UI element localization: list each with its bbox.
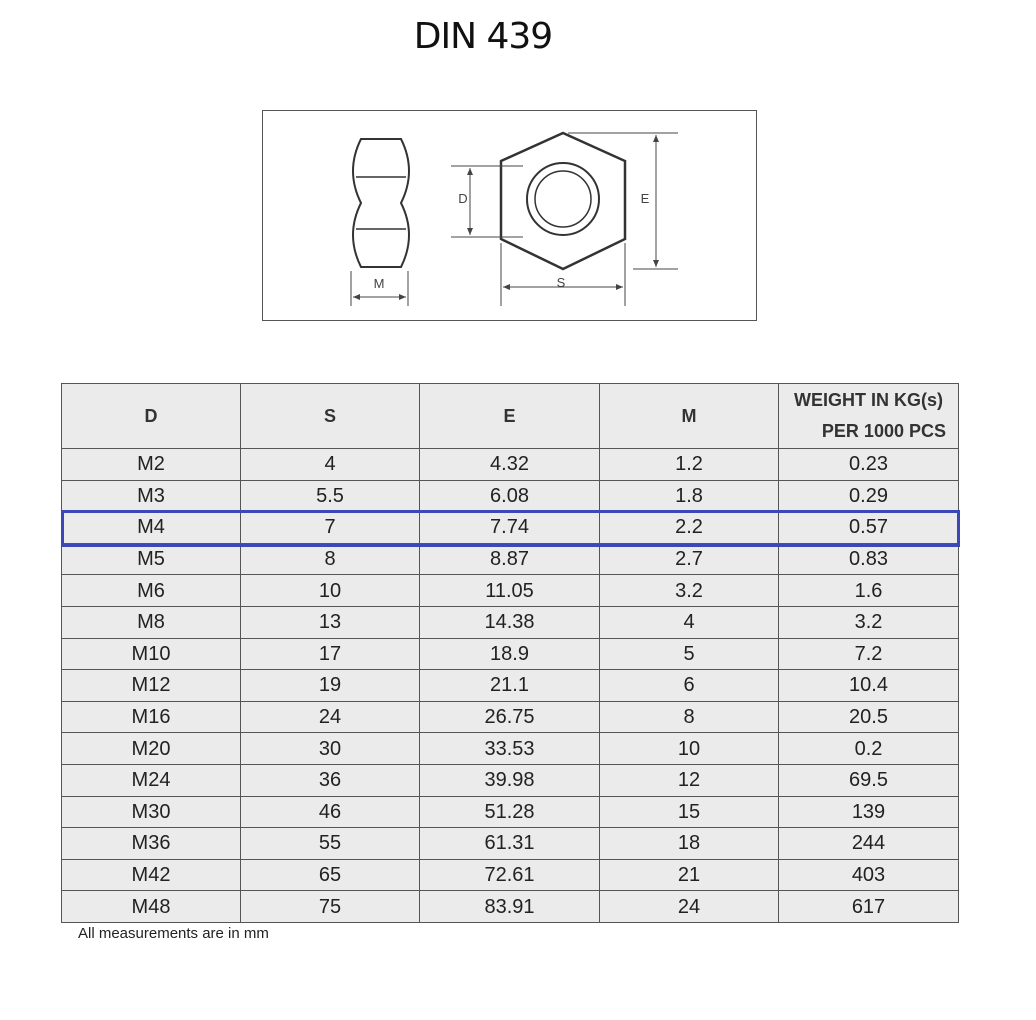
header-weight: [779, 384, 959, 449]
cell-d: M6: [62, 575, 241, 607]
cell-s: 7: [241, 512, 420, 544]
cell-m: 12: [600, 764, 779, 796]
header-m: M: [600, 384, 779, 449]
cell-weight: 0.83: [779, 543, 959, 575]
cell-d: M8: [62, 606, 241, 638]
cell-m: 5: [600, 638, 779, 670]
table-row: [62, 701, 959, 733]
cell-m: 24: [600, 891, 779, 923]
weight-header-line2: PER 1000 PCS: [821, 421, 946, 441]
table-row: [62, 859, 959, 891]
cell-s: 8: [241, 543, 420, 575]
cell-e: 21.1: [420, 670, 600, 702]
cell-d: M4: [62, 512, 241, 544]
table-row: [62, 828, 959, 860]
cell-s: 17: [241, 638, 420, 670]
cell-m: 2.2: [600, 512, 779, 544]
cell-m: 1.2: [600, 449, 779, 481]
cell-m: 1.8: [600, 480, 779, 512]
table-row: [62, 512, 959, 544]
header-e: E: [420, 384, 600, 449]
table-row: [62, 638, 959, 670]
m-dimension-label: M: [373, 276, 385, 291]
cell-m: 8: [600, 701, 779, 733]
cell-weight: 0.57: [779, 512, 959, 544]
table-row: [62, 606, 959, 638]
cell-d: M10: [62, 638, 241, 670]
d-dimension-label: D: [458, 191, 468, 206]
table-row: [62, 733, 959, 765]
cell-d: M5: [62, 543, 241, 575]
cell-s: 55: [241, 828, 420, 860]
cell-s: 36: [241, 764, 420, 796]
cell-m: 21: [600, 859, 779, 891]
cell-s: 10: [241, 575, 420, 607]
cell-s: 5.5: [241, 480, 420, 512]
table-row: [62, 764, 959, 796]
hex-nut-diagram: [262, 110, 757, 321]
cell-s: 4: [241, 449, 420, 481]
cell-d: M16: [62, 701, 241, 733]
cell-d: M3: [62, 480, 241, 512]
cell-d: M48: [62, 891, 241, 923]
table-row: [62, 670, 959, 702]
cell-weight: 0.29: [779, 480, 959, 512]
cell-m: 6: [600, 670, 779, 702]
cell-m: 4: [600, 606, 779, 638]
s-dimension-label: S: [556, 275, 566, 290]
table-row: [62, 449, 959, 481]
cell-weight: 3.2: [779, 606, 959, 638]
cell-e: 18.9: [420, 638, 600, 670]
cell-d: M24: [62, 764, 241, 796]
cell-e: 72.61: [420, 859, 600, 891]
cell-m: 3.2: [600, 575, 779, 607]
cell-weight: 0.23: [779, 449, 959, 481]
cell-e: 26.75: [420, 701, 600, 733]
cell-e: 61.31: [420, 828, 600, 860]
cell-weight: 10.4: [779, 670, 959, 702]
table-body: [62, 449, 959, 923]
cell-m: 18: [600, 828, 779, 860]
cell-weight: 69.5: [779, 764, 959, 796]
cell-e: 6.08: [420, 480, 600, 512]
cell-e: 39.98: [420, 764, 600, 796]
cell-weight: 617: [779, 891, 959, 923]
cell-d: M36: [62, 828, 241, 860]
cell-weight: 403: [779, 859, 959, 891]
cell-weight: 1.6: [779, 575, 959, 607]
cell-e: 4.32: [420, 449, 600, 481]
cell-weight: 139: [779, 796, 959, 828]
table-row: [62, 891, 959, 923]
dimensions-table: [61, 383, 959, 923]
cell-e: 7.74: [420, 512, 600, 544]
page-title: DIN 439: [413, 16, 553, 57]
cell-s: 30: [241, 733, 420, 765]
cell-weight: 0.2: [779, 733, 959, 765]
cell-m: 10: [600, 733, 779, 765]
weight-header-line1: WEIGHT IN KG(s): [794, 390, 943, 410]
cell-d: M2: [62, 449, 241, 481]
table-row: [62, 796, 959, 828]
cell-m: 2.7: [600, 543, 779, 575]
cell-s: 24: [241, 701, 420, 733]
cell-s: 75: [241, 891, 420, 923]
cell-d: M20: [62, 733, 241, 765]
cell-weight: 244: [779, 828, 959, 860]
cell-weight: 20.5: [779, 701, 959, 733]
cell-e: 14.38: [420, 606, 600, 638]
cell-e: 51.28: [420, 796, 600, 828]
cell-s: 65: [241, 859, 420, 891]
measurements-note: All measurements are in mm: [78, 925, 269, 942]
cell-s: 46: [241, 796, 420, 828]
cell-d: M30: [62, 796, 241, 828]
cell-e: 83.91: [420, 891, 600, 923]
cell-e: 8.87: [420, 543, 600, 575]
cell-d: M42: [62, 859, 241, 891]
table-row: [62, 480, 959, 512]
hex-nut-drawing: [263, 111, 756, 320]
cell-s: 19: [241, 670, 420, 702]
e-dimension-label: E: [640, 191, 650, 206]
cell-e: 33.53: [420, 733, 600, 765]
table-row: [62, 575, 959, 607]
header-s: S: [241, 384, 420, 449]
table-header-row: [62, 384, 959, 449]
cell-weight: 7.2: [779, 638, 959, 670]
header-d: D: [62, 384, 241, 449]
cell-s: 13: [241, 606, 420, 638]
cell-e: 11.05: [420, 575, 600, 607]
cell-d: M12: [62, 670, 241, 702]
cell-m: 15: [600, 796, 779, 828]
table-row: [62, 543, 959, 575]
